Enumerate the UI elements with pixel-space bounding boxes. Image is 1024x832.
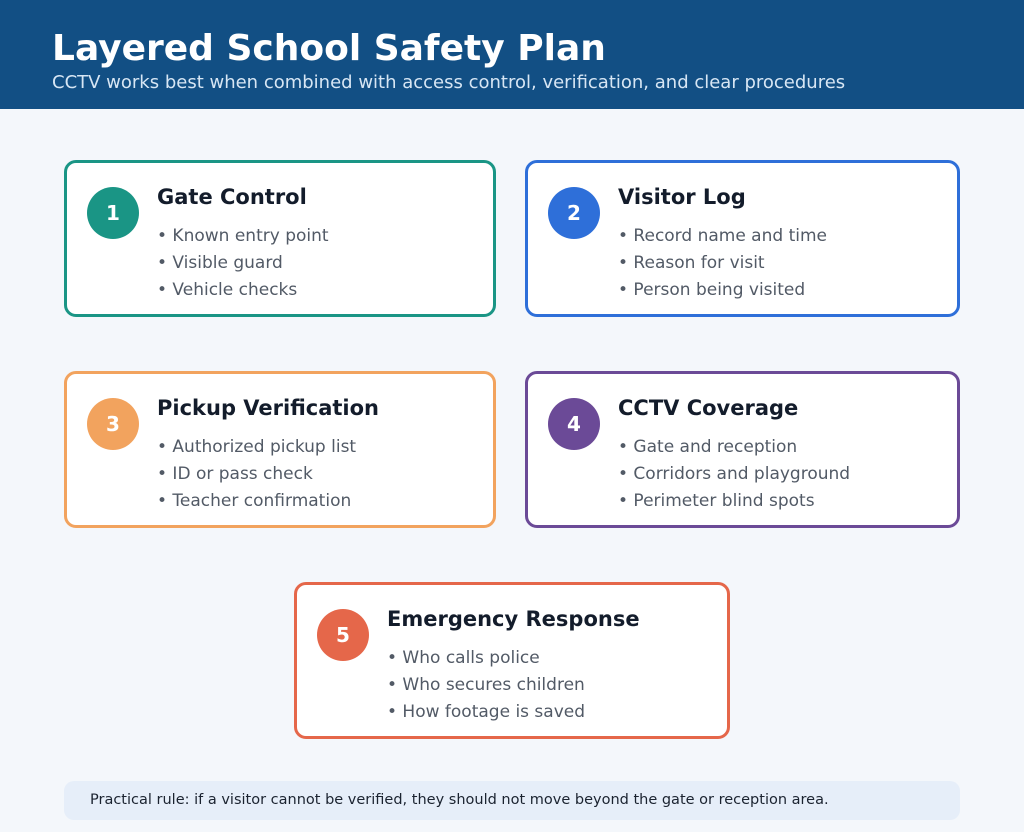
- card-bullet-list: [157, 223, 329, 304]
- card-bullet: • Perimeter blind spots: [618, 491, 815, 511]
- header-banner: [0, 0, 1024, 109]
- card-bullet: • Who calls police: [387, 648, 540, 668]
- card-bullet: • Who secures children: [387, 675, 585, 695]
- step-number-badge: 2: [548, 187, 600, 239]
- card-bullet: • Visible guard: [157, 253, 283, 273]
- card-bullet-list: [618, 223, 827, 304]
- card-bullet-list: [387, 645, 585, 726]
- card-bullet: • Teacher confirmation: [157, 491, 352, 511]
- card-bullet: • Corridors and playground: [618, 464, 851, 484]
- card-title: Pickup Verification: [157, 396, 379, 420]
- card-bullet: • Record name and time: [618, 226, 827, 246]
- card-title: CCTV Coverage: [618, 396, 799, 420]
- card-pickup-verification: [64, 371, 496, 528]
- card-bullet: • ID or pass check: [157, 464, 313, 484]
- step-number-badge: 5: [317, 609, 369, 661]
- card-bullet: • Vehicle checks: [157, 280, 298, 300]
- card-bullet-list: [157, 434, 356, 515]
- card-bullet: • Known entry point: [157, 226, 329, 246]
- card-bullet-list: [618, 434, 850, 515]
- card-visitor-log: [525, 160, 960, 317]
- card-bullet: • How footage is saved: [387, 702, 586, 722]
- page-title: Layered School Safety Plan: [52, 28, 606, 69]
- step-number-badge: 4: [548, 398, 600, 450]
- step-number-badge: 3: [87, 398, 139, 450]
- card-title: Visitor Log: [618, 185, 746, 209]
- card-gate-control: [64, 160, 496, 317]
- card-title: Gate Control: [157, 185, 307, 209]
- practical-rule-text: Practical rule: if a visitor cannot be verified, they should not move beyond the gate or reception area.: [90, 792, 829, 808]
- practical-rule-note: [64, 781, 960, 820]
- page-subtitle: CCTV works best when combined with access control, verification, and clear procedures: [52, 72, 846, 93]
- card-cctv-coverage: [525, 371, 960, 528]
- card-title: Emergency Response: [387, 607, 640, 631]
- card-bullet: • Authorized pickup list: [157, 437, 357, 457]
- card-bullet: • Gate and reception: [618, 437, 798, 457]
- card-bullet: • Reason for visit: [618, 253, 765, 273]
- card-emergency-response: [294, 582, 730, 739]
- card-bullet: • Person being visited: [618, 280, 806, 300]
- step-number-badge: 1: [87, 187, 139, 239]
